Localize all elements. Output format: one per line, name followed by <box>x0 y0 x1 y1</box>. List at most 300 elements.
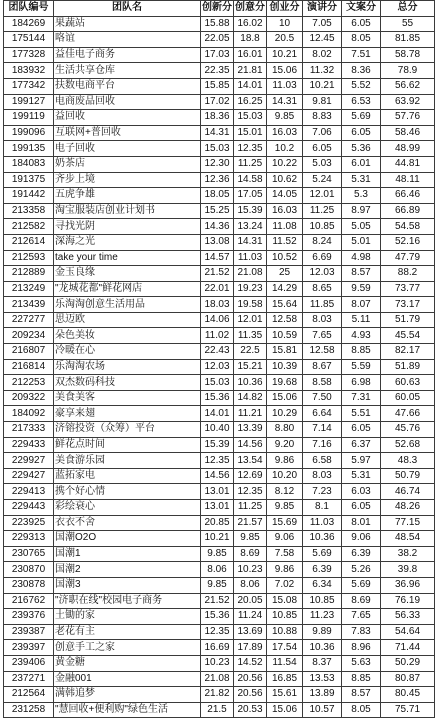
team-id-cell: 239397 <box>4 640 54 656</box>
team-name-cell: 互联网+普回收 <box>54 125 201 141</box>
table-row <box>4 156 435 172</box>
innovation-score-cell: 8.06 <box>201 562 234 578</box>
venture-score-cell: 10 <box>267 16 303 32</box>
innovation-score-cell: 22.35 <box>201 63 234 79</box>
copy-score-cell: 5.31 <box>342 172 381 188</box>
venture-score-cell: 9.86 <box>267 453 303 469</box>
team-name-cell: 国潮O2O <box>54 531 201 547</box>
total-score-cell: 52.16 <box>381 234 435 250</box>
table-row <box>4 577 435 593</box>
table-row <box>4 546 435 562</box>
creativity-score-cell: 11.03 <box>234 250 267 266</box>
speech-score-cell: 9.81 <box>303 94 342 110</box>
innovation-score-cell: 15.85 <box>201 78 234 94</box>
team-id-cell: 229927 <box>4 453 54 469</box>
total-score-cell: 56.33 <box>381 609 435 625</box>
team-id-cell: 229433 <box>4 437 54 453</box>
creativity-score-cell: 14.58 <box>234 172 267 188</box>
venture-score-cell: 7.02 <box>267 577 303 593</box>
innovation-score-cell: 17.02 <box>201 94 234 110</box>
table-row <box>4 624 435 640</box>
team-name-cell: 生活共享仓库 <box>54 63 201 79</box>
copy-score-cell: 5.63 <box>342 655 381 671</box>
table-row <box>4 172 435 188</box>
speech-score-cell: 8.03 <box>303 468 342 484</box>
table-row <box>4 702 435 718</box>
total-score-cell: 44.81 <box>381 156 435 172</box>
total-score-cell: 45.76 <box>381 422 435 438</box>
team-name-cell: "慧回收+便利购"绿色生活 <box>54 702 201 718</box>
header-team-id: 团队编号 <box>4 1 54 17</box>
venture-score-cell: 15.61 <box>267 687 303 703</box>
speech-score-cell: 6.39 <box>303 562 342 578</box>
creativity-score-cell: 20.56 <box>234 671 267 687</box>
creativity-score-cell: 14.31 <box>234 234 267 250</box>
venture-score-cell: 10.52 <box>267 250 303 266</box>
venture-score-cell: 12.58 <box>267 312 303 328</box>
venture-score-cell: 8.12 <box>267 484 303 500</box>
total-score-cell: 46.74 <box>381 484 435 500</box>
speech-score-cell: 5.24 <box>303 172 342 188</box>
creativity-score-cell: 12.35 <box>234 141 267 157</box>
header-creativity-score: 创意分 <box>234 1 267 17</box>
table-row <box>4 32 435 48</box>
venture-score-cell: 11.08 <box>267 219 303 235</box>
speech-score-cell: 5.69 <box>303 546 342 562</box>
team-name-cell: 美食游乐园 <box>54 453 201 469</box>
venture-score-cell: 10.2 <box>267 141 303 157</box>
total-score-cell: 50.79 <box>381 468 435 484</box>
table-row <box>4 203 435 219</box>
speech-score-cell: 10.85 <box>303 593 342 609</box>
team-name-cell: 蓝拓家电 <box>54 468 201 484</box>
total-score-cell: 36.96 <box>381 577 435 593</box>
copy-score-cell: 8.36 <box>342 63 381 79</box>
innovation-score-cell: 15.36 <box>201 609 234 625</box>
total-score-cell: 54.64 <box>381 624 435 640</box>
team-name-cell: 老花有主 <box>54 624 201 640</box>
table-row <box>4 406 435 422</box>
total-score-cell: 47.79 <box>381 250 435 266</box>
team-name-cell: 电子回收 <box>54 141 201 157</box>
speech-score-cell: 13.89 <box>303 687 342 703</box>
table-row <box>4 344 435 360</box>
team-name-cell: 淘宝服装店创业计划书 <box>54 203 201 219</box>
table-row <box>4 125 435 141</box>
team-id-cell: 184269 <box>4 16 54 32</box>
team-name-cell: 金玉良缘 <box>54 266 201 282</box>
team-id-cell: 212593 <box>4 250 54 266</box>
innovation-score-cell: 22.43 <box>201 344 234 360</box>
creativity-score-cell: 14.82 <box>234 390 267 406</box>
table-row <box>4 250 435 266</box>
innovation-score-cell: 12.35 <box>201 453 234 469</box>
speech-score-cell: 6.64 <box>303 406 342 422</box>
team-id-cell: 212582 <box>4 219 54 235</box>
innovation-score-cell: 18.36 <box>201 110 234 126</box>
venture-score-cell: 14.31 <box>267 94 303 110</box>
copy-score-cell: 6.01 <box>342 156 381 172</box>
creativity-score-cell: 10.23 <box>234 562 267 578</box>
team-name-cell: 彩绘衰心 <box>54 500 201 516</box>
team-id-cell: 199096 <box>4 125 54 141</box>
creativity-score-cell: 15.39 <box>234 203 267 219</box>
venture-score-cell: 10.59 <box>267 328 303 344</box>
copy-score-cell: 5.3 <box>342 188 381 204</box>
copy-score-cell: 6.39 <box>342 546 381 562</box>
team-id-cell: 184083 <box>4 156 54 172</box>
speech-score-cell: 6.05 <box>303 141 342 157</box>
team-name-cell: take your time <box>54 250 201 266</box>
total-score-cell: 48.11 <box>381 172 435 188</box>
innovation-score-cell: 15.36 <box>201 390 234 406</box>
speech-score-cell: 8.83 <box>303 110 342 126</box>
creativity-score-cell: 12.35 <box>234 484 267 500</box>
copy-score-cell: 5.36 <box>342 141 381 157</box>
team-id-cell: 209322 <box>4 390 54 406</box>
table-row <box>4 640 435 656</box>
table-row <box>4 78 435 94</box>
innovation-score-cell: 15.03 <box>201 141 234 157</box>
creativity-score-cell: 19.58 <box>234 297 267 313</box>
speech-score-cell: 8.67 <box>303 359 342 375</box>
innovation-score-cell: 22.05 <box>201 32 234 48</box>
creativity-score-cell: 20.05 <box>234 593 267 609</box>
creativity-score-cell: 17.05 <box>234 188 267 204</box>
team-name-cell: 豪享来翅 <box>54 406 201 422</box>
innovation-score-cell: 10.21 <box>201 531 234 547</box>
creativity-score-cell: 19.23 <box>234 281 267 297</box>
team-id-cell: 230878 <box>4 577 54 593</box>
team-name-cell: 衣衣不舍 <box>54 515 201 531</box>
creativity-score-cell: 17.89 <box>234 640 267 656</box>
team-id-cell: 216807 <box>4 344 54 360</box>
score-table <box>3 0 435 718</box>
copy-score-cell: 8.97 <box>342 203 381 219</box>
innovation-score-cell: 21.52 <box>201 266 234 282</box>
creativity-score-cell: 14.56 <box>234 437 267 453</box>
venture-score-cell: 10.20 <box>267 468 303 484</box>
team-name-cell: 奶茶店 <box>54 156 201 172</box>
innovation-score-cell: 20.85 <box>201 515 234 531</box>
venture-score-cell: 17.54 <box>267 640 303 656</box>
total-score-cell: 88.2 <box>381 266 435 282</box>
venture-score-cell: 9.85 <box>267 500 303 516</box>
innovation-score-cell: 12.35 <box>201 624 234 640</box>
team-id-cell: 183932 <box>4 63 54 79</box>
header-innovation-score: 创新分 <box>201 1 234 17</box>
team-id-cell: 229413 <box>4 484 54 500</box>
creativity-score-cell: 11.24 <box>234 609 267 625</box>
team-name-cell: 国潮1 <box>54 546 201 562</box>
venture-score-cell: 15.08 <box>267 593 303 609</box>
team-name-cell: 鲜花点时间 <box>54 437 201 453</box>
team-id-cell: 237271 <box>4 671 54 687</box>
header-row <box>4 1 435 17</box>
table-body <box>4 16 435 718</box>
creativity-score-cell: 11.35 <box>234 328 267 344</box>
total-score-cell: 39.8 <box>381 562 435 578</box>
innovation-score-cell: 16.69 <box>201 640 234 656</box>
total-score-cell: 60.63 <box>381 375 435 391</box>
total-score-cell: 78.9 <box>381 63 435 79</box>
team-name-cell: 思迈欧 <box>54 312 201 328</box>
creativity-score-cell: 14.52 <box>234 655 267 671</box>
table-row <box>4 188 435 204</box>
venture-score-cell: 25 <box>267 266 303 282</box>
venture-score-cell: 14.29 <box>267 281 303 297</box>
venture-score-cell: 16.85 <box>267 671 303 687</box>
speech-score-cell: 13.53 <box>303 671 342 687</box>
venture-score-cell: 15.06 <box>267 63 303 79</box>
table-row <box>4 671 435 687</box>
copy-score-cell: 5.26 <box>342 562 381 578</box>
team-name-cell: 五虎争雄 <box>54 188 201 204</box>
total-score-cell: 55 <box>381 16 435 32</box>
innovation-score-cell: 13.01 <box>201 500 234 516</box>
copy-score-cell: 5.11 <box>342 312 381 328</box>
total-score-cell: 54.58 <box>381 219 435 235</box>
team-name-cell: 益回收 <box>54 110 201 126</box>
team-id-cell: 199119 <box>4 110 54 126</box>
creativity-score-cell: 8.06 <box>234 577 267 593</box>
speech-score-cell: 11.25 <box>303 203 342 219</box>
team-id-cell: 229427 <box>4 468 54 484</box>
team-name-cell: 乐淘淘农场 <box>54 359 201 375</box>
copy-score-cell: 4.98 <box>342 250 381 266</box>
speech-score-cell: 12.45 <box>303 32 342 48</box>
total-score-cell: 51.79 <box>381 312 435 328</box>
header-speech-score: 演讲分 <box>303 1 342 17</box>
copy-score-cell: 7.83 <box>342 624 381 640</box>
total-score-cell: 58.78 <box>381 47 435 63</box>
creativity-score-cell: 16.01 <box>234 47 267 63</box>
table-row <box>4 328 435 344</box>
creativity-score-cell: 21.08 <box>234 266 267 282</box>
speech-score-cell: 12.58 <box>303 344 342 360</box>
team-name-cell: 朵色美妆 <box>54 328 201 344</box>
innovation-score-cell: 22.01 <box>201 281 234 297</box>
speech-score-cell: 11.85 <box>303 297 342 313</box>
copy-score-cell: 9.06 <box>342 531 381 547</box>
team-id-cell: 191375 <box>4 172 54 188</box>
table-row <box>4 375 435 391</box>
team-name-cell: 冷暖在心 <box>54 344 201 360</box>
table-row <box>4 266 435 282</box>
innovation-score-cell: 14.57 <box>201 250 234 266</box>
copy-score-cell: 7.31 <box>342 390 381 406</box>
copy-score-cell: 5.59 <box>342 359 381 375</box>
innovation-score-cell: 9.85 <box>201 546 234 562</box>
venture-score-cell: 10.39 <box>267 359 303 375</box>
creativity-score-cell: 15.01 <box>234 125 267 141</box>
table-row <box>4 562 435 578</box>
innovation-score-cell: 9.85 <box>201 577 234 593</box>
team-id-cell: 184092 <box>4 406 54 422</box>
creativity-score-cell: 13.69 <box>234 624 267 640</box>
creativity-score-cell: 11.21 <box>234 406 267 422</box>
team-id-cell: 216814 <box>4 359 54 375</box>
team-id-cell: 216762 <box>4 593 54 609</box>
speech-score-cell: 9.89 <box>303 624 342 640</box>
venture-score-cell: 15.81 <box>267 344 303 360</box>
innovation-score-cell: 21.52 <box>201 593 234 609</box>
team-id-cell: 230870 <box>4 562 54 578</box>
creativity-score-cell: 18.8 <box>234 32 267 48</box>
total-score-cell: 51.89 <box>381 359 435 375</box>
copy-score-cell: 5.69 <box>342 110 381 126</box>
team-id-cell: 231258 <box>4 702 54 718</box>
team-name-cell: 黄金糖 <box>54 655 201 671</box>
copy-score-cell: 4.93 <box>342 328 381 344</box>
total-score-cell: 48.26 <box>381 500 435 516</box>
creativity-score-cell: 16.25 <box>234 94 267 110</box>
creativity-score-cell: 10.36 <box>234 375 267 391</box>
innovation-score-cell: 21.08 <box>201 671 234 687</box>
venture-score-cell: 16.03 <box>267 125 303 141</box>
venture-score-cell: 19.68 <box>267 375 303 391</box>
copy-score-cell: 8.85 <box>342 671 381 687</box>
table-row <box>4 281 435 297</box>
team-name-cell: 美食美客 <box>54 390 201 406</box>
total-score-cell: 77.15 <box>381 515 435 531</box>
team-name-cell: 咯谊 <box>54 32 201 48</box>
team-name-cell: 创意手工之家 <box>54 640 201 656</box>
total-score-cell: 71.44 <box>381 640 435 656</box>
venture-score-cell: 10.22 <box>267 156 303 172</box>
table-row <box>4 234 435 250</box>
team-name-cell: 金融001 <box>54 671 201 687</box>
total-score-cell: 45.54 <box>381 328 435 344</box>
copy-score-cell: 6.05 <box>342 500 381 516</box>
speech-score-cell: 10.57 <box>303 702 342 718</box>
team-name-cell: 土锄的家 <box>54 609 201 625</box>
team-name-cell: 济镕投资（众筹）平台 <box>54 422 201 438</box>
copy-score-cell: 7.51 <box>342 47 381 63</box>
total-score-cell: 80.45 <box>381 687 435 703</box>
header-team-name: 团队名 <box>54 1 201 17</box>
copy-score-cell: 5.97 <box>342 453 381 469</box>
creativity-score-cell: 22.5 <box>234 344 267 360</box>
creativity-score-cell: 11.25 <box>234 156 267 172</box>
table-row <box>4 515 435 531</box>
copy-score-cell: 7.65 <box>342 609 381 625</box>
team-id-cell: 199135 <box>4 141 54 157</box>
total-score-cell: 66.89 <box>381 203 435 219</box>
venture-score-cell: 15.64 <box>267 297 303 313</box>
team-name-cell: 齐步上境 <box>54 172 201 188</box>
copy-score-cell: 5.69 <box>342 577 381 593</box>
team-name-cell: 益佳电子商务 <box>54 47 201 63</box>
venture-score-cell: 9.86 <box>267 562 303 578</box>
copy-score-cell: 8.69 <box>342 593 381 609</box>
venture-score-cell: 11.52 <box>267 234 303 250</box>
innovation-score-cell: 12.36 <box>201 172 234 188</box>
innovation-score-cell: 10.23 <box>201 655 234 671</box>
table-row <box>4 219 435 235</box>
copy-score-cell: 6.05 <box>342 16 381 32</box>
table-row <box>4 609 435 625</box>
total-score-cell: 56.62 <box>381 78 435 94</box>
table-row <box>4 312 435 328</box>
team-name-cell: 双杰数码科技 <box>54 375 201 391</box>
copy-score-cell: 9.59 <box>342 281 381 297</box>
creativity-score-cell: 15.03 <box>234 110 267 126</box>
team-id-cell: 177328 <box>4 47 54 63</box>
header-total-score: 总分 <box>381 1 435 17</box>
speech-score-cell: 10.36 <box>303 640 342 656</box>
copy-score-cell: 5.52 <box>342 78 381 94</box>
team-name-cell: 乐淘淘创意生活用品 <box>54 297 201 313</box>
copy-score-cell: 8.05 <box>342 32 381 48</box>
copy-score-cell: 5.05 <box>342 219 381 235</box>
table-row <box>4 422 435 438</box>
creativity-score-cell: 13.54 <box>234 453 267 469</box>
speech-score-cell: 8.58 <box>303 375 342 391</box>
total-score-cell: 81.85 <box>381 32 435 48</box>
total-score-cell: 52.68 <box>381 437 435 453</box>
speech-score-cell: 10.85 <box>303 219 342 235</box>
total-score-cell: 66.46 <box>381 188 435 204</box>
innovation-score-cell: 11.02 <box>201 328 234 344</box>
total-score-cell: 38.2 <box>381 546 435 562</box>
creativity-score-cell: 9.85 <box>234 531 267 547</box>
venture-score-cell: 7.58 <box>267 546 303 562</box>
team-id-cell: 223925 <box>4 515 54 531</box>
total-score-cell: 60.05 <box>381 390 435 406</box>
table-row <box>4 500 435 516</box>
copy-score-cell: 8.96 <box>342 640 381 656</box>
copy-score-cell: 5.01 <box>342 234 381 250</box>
creativity-score-cell: 16.02 <box>234 16 267 32</box>
speech-score-cell: 7.23 <box>303 484 342 500</box>
venture-score-cell: 10.88 <box>267 624 303 640</box>
table-row <box>4 359 435 375</box>
total-score-cell: 47.66 <box>381 406 435 422</box>
venture-score-cell: 8.80 <box>267 422 303 438</box>
speech-score-cell: 7.16 <box>303 437 342 453</box>
total-score-cell: 82.17 <box>381 344 435 360</box>
team-name-cell: 国潮2 <box>54 562 201 578</box>
creativity-score-cell: 21.81 <box>234 63 267 79</box>
table-row <box>4 297 435 313</box>
copy-score-cell: 6.03 <box>342 484 381 500</box>
team-id-cell: 227277 <box>4 312 54 328</box>
speech-score-cell: 8.03 <box>303 312 342 328</box>
speech-score-cell: 8.02 <box>303 47 342 63</box>
venture-score-cell: 10.21 <box>267 47 303 63</box>
table-row <box>4 593 435 609</box>
table-row <box>4 531 435 547</box>
copy-score-cell: 6.05 <box>342 125 381 141</box>
venture-score-cell: 14.05 <box>267 188 303 204</box>
creativity-score-cell: 14.01 <box>234 78 267 94</box>
table-row <box>4 110 435 126</box>
innovation-score-cell: 15.88 <box>201 16 234 32</box>
innovation-score-cell: 17.03 <box>201 47 234 63</box>
speech-score-cell: 10.21 <box>303 78 342 94</box>
copy-score-cell: 8.01 <box>342 515 381 531</box>
copy-score-cell: 8.85 <box>342 344 381 360</box>
venture-score-cell: 10.85 <box>267 609 303 625</box>
header-venture-score: 创业分 <box>267 1 303 17</box>
venture-score-cell: 15.06 <box>267 390 303 406</box>
venture-score-cell: 20.5 <box>267 32 303 48</box>
innovation-score-cell: 15.39 <box>201 437 234 453</box>
total-score-cell: 80.87 <box>381 671 435 687</box>
team-name-cell: 扶数电商平台 <box>54 78 201 94</box>
innovation-score-cell: 13.08 <box>201 234 234 250</box>
